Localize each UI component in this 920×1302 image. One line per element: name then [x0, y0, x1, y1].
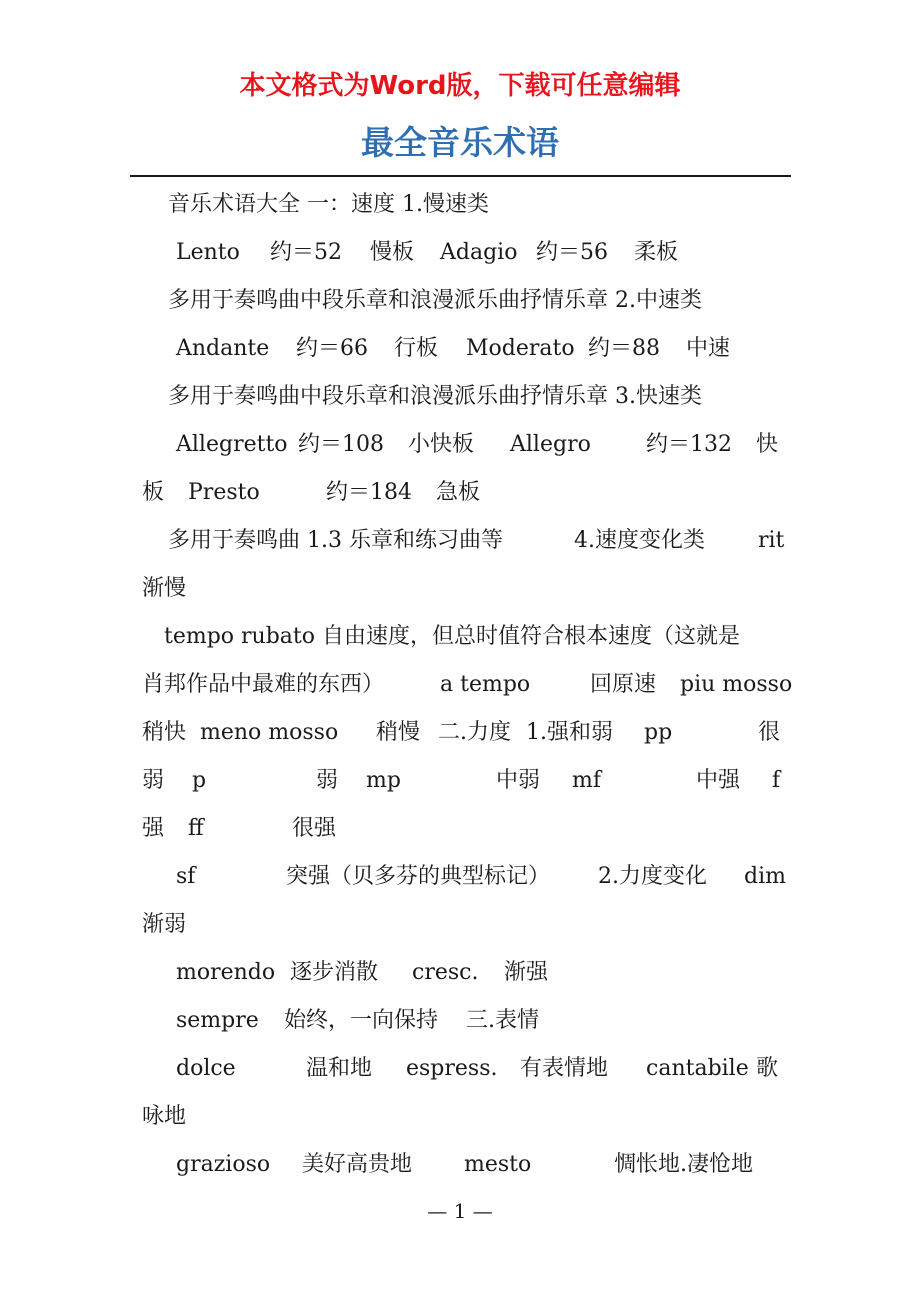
section-heading: 三.表情	[466, 1008, 539, 1033]
term-piu-mosso: piu mosso	[680, 672, 793, 697]
section-heading: 1.强和弱	[526, 720, 613, 745]
text-line-10: tempo rubato 自由速度，但总时值符合根本速度（这就是	[164, 624, 741, 649]
term-meaning: 惆怅地.凄怆地	[614, 1152, 753, 1177]
term-meaning: 强	[142, 816, 165, 841]
text-line-21	[142, 1141, 780, 1189]
tempo-value: 约＝108	[298, 432, 384, 457]
word-format-banner: 本文格式为Word版，下载可任意编辑	[239, 71, 681, 101]
term-rit: rit	[758, 528, 785, 553]
section-heading: 4.速度变化类	[574, 528, 705, 553]
text-line-1: 音乐术语大全 一：速度 1.慢速类	[168, 192, 489, 217]
term-sempre: sempre	[176, 1008, 259, 1033]
term-meaning: 弱	[142, 768, 165, 793]
term-meaning: 行板	[394, 336, 439, 361]
text-line-6	[142, 421, 780, 469]
text-line-14	[142, 805, 780, 853]
term-allegro: Allegro	[510, 432, 591, 457]
term-p: p	[192, 768, 207, 793]
term-presto: Presto	[188, 480, 260, 505]
tempo-value: 约＝66	[296, 336, 368, 361]
text-line-13	[142, 757, 780, 805]
text-line-9: 渐慢	[142, 576, 187, 601]
term-sf: sf	[176, 864, 196, 889]
term-meaning: 有表情地	[520, 1056, 609, 1081]
text-line-3: 多用于奏鸣曲中段乐章和浪漫派乐曲抒情乐章 2.中速类	[168, 288, 702, 313]
term-meaning: 逐步消散	[290, 960, 379, 985]
term-lento: Lento	[176, 240, 240, 265]
term-meno-mosso: meno mosso	[200, 720, 339, 745]
tempo-value: 约＝52	[270, 240, 342, 265]
text-segment: 肖邦作品中最难的东西）	[142, 672, 385, 697]
text-line-12	[142, 709, 780, 757]
text-line-20: 咏地	[142, 1104, 187, 1129]
term-meaning: 弱	[316, 768, 339, 793]
term-allegretto: Allegretto	[176, 432, 288, 457]
term-meaning: 小快板	[408, 432, 475, 457]
section-heading: 二.力度	[438, 720, 511, 745]
term-dim: dim	[744, 864, 786, 889]
term-meaning: 渐强	[504, 960, 549, 985]
term-meaning: 突强（贝多芬的典型标记）	[286, 864, 551, 889]
term-cresc: cresc.	[412, 960, 479, 985]
section-heading: 2.力度变化	[598, 864, 707, 889]
text-line-11	[142, 661, 793, 709]
tempo-value: 约＝132	[646, 432, 732, 457]
text-line-4	[142, 325, 780, 373]
term-meaning: 美好高贵地	[302, 1152, 413, 1177]
term-meaning: 中强	[696, 768, 741, 793]
term-f: f	[772, 768, 781, 793]
term-mf: mf	[572, 768, 602, 793]
term-meaning: 始终，一向保持	[284, 1008, 439, 1033]
term-meaning: 柔板	[634, 240, 679, 265]
text-line-18	[142, 997, 780, 1045]
term-meaning: 中弱	[496, 768, 541, 793]
page-number: — 1 —	[427, 1199, 493, 1223]
term-pp: pp	[644, 720, 673, 745]
text-segment: 多用于奏鸣曲 1.3 乐章和练习曲等	[168, 528, 503, 553]
text-line-2	[142, 229, 780, 277]
term-ff: ff	[188, 816, 204, 841]
term-meaning: 很	[758, 720, 781, 745]
term-meaning: 很强	[292, 816, 337, 841]
term-cantabile: cantabile	[646, 1056, 749, 1081]
term-meaning: 板	[142, 480, 165, 505]
term-moderato: Moderato	[466, 336, 575, 361]
header-rule	[130, 175, 791, 177]
tempo-value: 约＝88	[588, 336, 660, 361]
term-mp: mp	[366, 768, 401, 793]
term-meaning: 回原速	[590, 672, 657, 697]
term-meaning: 歌	[756, 1056, 779, 1081]
term-espress: espress.	[406, 1056, 498, 1081]
text-line-8	[142, 517, 785, 565]
term-grazioso: grazioso	[176, 1152, 271, 1177]
text-line-5: 多用于奏鸣曲中段乐章和浪漫派乐曲抒情乐章 3.快速类	[168, 384, 702, 409]
term-a-tempo: a tempo	[440, 672, 531, 697]
tempo-value: 约＝56	[536, 240, 608, 265]
term-meaning: 温和地	[306, 1056, 373, 1081]
text-line-17	[142, 949, 780, 997]
text-line-16: 渐弱	[142, 912, 187, 937]
term-meaning: 快	[756, 432, 779, 457]
document-title: 最全音乐术语	[361, 123, 559, 162]
term-dolce: dolce	[176, 1056, 236, 1081]
term-meaning: 稍慢	[376, 720, 421, 745]
text-line-15	[142, 853, 786, 901]
term-meaning: 中速	[686, 336, 731, 361]
text-line-19	[142, 1045, 780, 1093]
term-adagio: Adagio	[440, 240, 518, 265]
term-meaning: 稍快	[142, 720, 187, 745]
tempo-value: 约＝184	[326, 480, 412, 505]
term-meaning: 慢板	[370, 240, 415, 265]
term-andante: Andante	[176, 336, 270, 361]
term-morendo: morendo	[176, 960, 276, 985]
text-line-7	[142, 469, 780, 517]
term-mesto: mesto	[464, 1152, 532, 1177]
term-meaning: 急板	[436, 480, 481, 505]
